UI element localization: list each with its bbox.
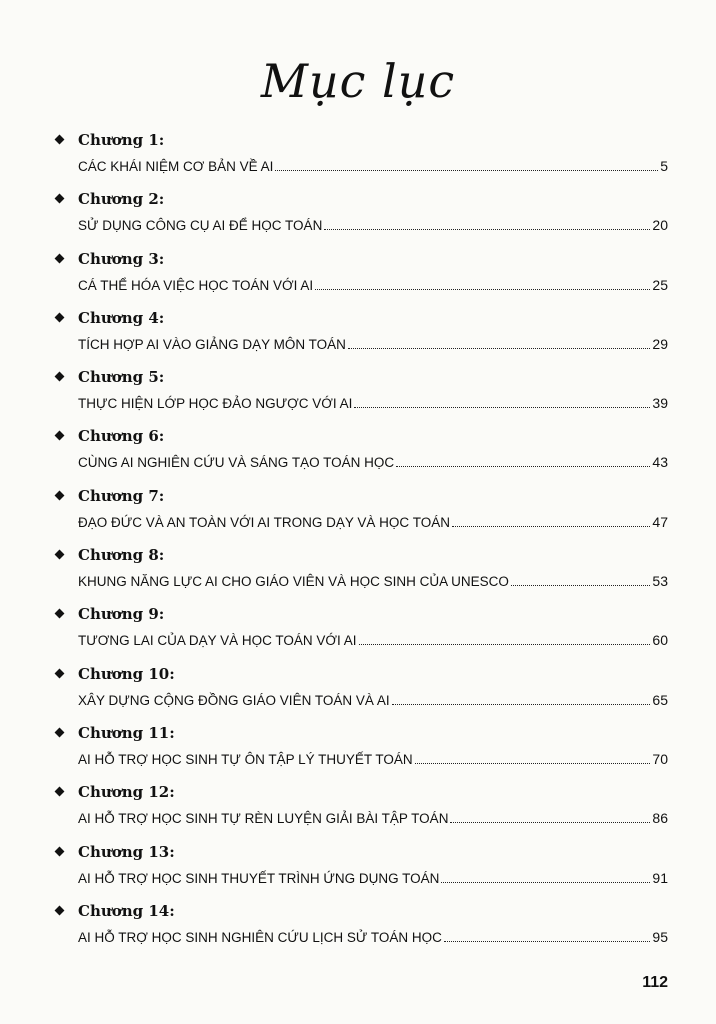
chapter-label: Chương 2: (78, 190, 165, 209)
chapter-label: Chương 9: (78, 605, 165, 624)
dot-leader (324, 228, 650, 230)
diamond-bullet-icon (55, 846, 65, 856)
toc-entry[interactable] (56, 130, 668, 189)
chapter-page-number: 53 (652, 573, 668, 590)
diamond-bullet-icon (55, 312, 65, 322)
chapter-topic: AI HỖ TRỢ HỌC SINH THUYẾT TRÌNH ỨNG DỤNG TOÁN (78, 870, 440, 886)
chapter-topic: ĐẠO ĐỨC VÀ AN TOÀN VỚI AI TRONG DẠY VÀ HỌC TOÁN (78, 514, 450, 530)
toc-line (78, 275, 668, 296)
toc-line (78, 156, 668, 177)
page-number: 112 (642, 974, 668, 991)
diamond-bullet-icon (55, 728, 65, 738)
chapter-label: Chương 11: (78, 723, 175, 742)
dot-leader (452, 525, 650, 527)
toc-entry[interactable] (56, 901, 668, 960)
dot-leader (415, 762, 651, 764)
toc-line (78, 927, 668, 948)
chapter-label: Chương 13: (78, 842, 175, 861)
diamond-bullet-icon (55, 609, 65, 619)
chapter-label: Chương 3: (78, 249, 165, 268)
dot-leader (348, 347, 651, 349)
chapter-topic: THỰC HIỆN LỚP HỌC ĐẢO NGƯỢC VỚI AI (78, 396, 353, 412)
dot-leader (444, 940, 650, 942)
toc-line (78, 868, 668, 889)
toc-entry[interactable] (56, 723, 668, 782)
chapter-topic: AI HỖ TRỢ HỌC SINH TỰ ÔN TẬP LÝ THUYẾT TOÁN (78, 751, 413, 767)
toc-entry[interactable] (56, 545, 668, 604)
diamond-bullet-icon (55, 253, 65, 263)
diamond-bullet-icon (55, 787, 65, 797)
chapter-topic: AI HỖ TRỢ HỌC SINH NGHIÊN CỨU LỊCH SỬ TOÁN HỌC (78, 929, 442, 945)
chapter-label: Chương 12: (78, 783, 175, 802)
chapter-label: Chương 1: (78, 131, 165, 149)
chapter-page-number: 91 (652, 869, 668, 886)
chapter-page-number: 39 (652, 395, 668, 412)
toc-line (78, 808, 668, 829)
chapter-page-number: 20 (652, 217, 668, 234)
table-of-contents (56, 130, 668, 960)
toc-entry[interactable] (56, 189, 668, 248)
toc-line (78, 452, 668, 473)
toc-entry[interactable] (56, 664, 668, 723)
chapter-label: Chương 10: (78, 664, 175, 683)
toc-entry[interactable] (56, 367, 668, 426)
chapter-page-number: 60 (652, 632, 668, 649)
toc-entry[interactable] (56, 486, 668, 545)
chapter-label: Chương 7: (78, 486, 165, 505)
toc-entry[interactable] (56, 604, 668, 663)
dot-leader (315, 288, 650, 290)
chapter-page-number: 70 (652, 750, 668, 767)
chapter-topic: XÂY DỰNG CỘNG ĐỒNG GIÁO VIÊN TOÁN VÀ AI (78, 692, 390, 708)
chapter-page-number: 95 (652, 928, 668, 945)
chapter-label: Chương 6: (78, 427, 165, 446)
chapter-topic: CÁC KHÁI NIỆM CƠ BẢN VỀ AI (78, 159, 274, 174)
chapter-topic: CÙNG AI NGHIÊN CỨU VÀ SÁNG TẠO TOÁN HỌC (78, 455, 395, 471)
toc-line (78, 690, 668, 711)
diamond-bullet-icon (55, 135, 65, 145)
chapter-topic: TƯƠNG LAI CỦA DẠY VÀ HỌC TOÁN VỚI AI (78, 633, 357, 649)
toc-entry[interactable] (56, 842, 668, 901)
chapter-page-number: 47 (652, 513, 668, 530)
chapter-topic: AI HỖ TRỢ HỌC SINH TỰ RÈN LUYỆN GIẢI BÀI TẬP TOÁN (78, 811, 449, 827)
diamond-bullet-icon (55, 194, 65, 204)
toc-entry[interactable] (56, 249, 668, 308)
dot-leader (396, 465, 650, 467)
dot-leader (354, 406, 650, 408)
chapter-page-number: 43 (652, 454, 668, 471)
diamond-bullet-icon (55, 905, 65, 915)
toc-entry[interactable] (56, 782, 668, 841)
chapter-topic: CÁ THỂ HÓA VIỆC HỌC TOÁN VỚI AI (78, 277, 314, 293)
diamond-bullet-icon (55, 372, 65, 382)
dot-leader (359, 643, 651, 645)
chapter-topic: KHUNG NĂNG LỰC AI CHO GIÁO VIÊN VÀ HỌC SINH CỦA UNESCO (78, 574, 509, 590)
chapter-page-number: 5 (660, 158, 668, 174)
dot-leader (511, 584, 651, 586)
dot-leader (392, 703, 651, 705)
chapter-page-number: 29 (652, 335, 668, 352)
toc-line (78, 630, 668, 651)
toc-line (78, 749, 668, 770)
chapter-label: Chương 5: (78, 368, 165, 387)
chapter-page-number: 25 (652, 276, 668, 293)
toc-entry[interactable] (56, 426, 668, 485)
toc-line (78, 334, 668, 355)
diamond-bullet-icon (55, 490, 65, 500)
chapter-page-number: 86 (652, 810, 668, 827)
page-title: Mục lục (260, 54, 456, 108)
chapter-label: Chương 8: (78, 546, 165, 565)
diamond-bullet-icon (55, 668, 65, 678)
toc-line (78, 215, 668, 236)
chapter-topic: TÍCH HỢP AI VÀO GIẢNG DẠY MÔN TOÁN (78, 336, 346, 352)
dot-leader (275, 169, 658, 171)
dot-leader (441, 881, 650, 883)
toc-line (78, 512, 668, 533)
chapter-label: Chương 4: (78, 308, 165, 327)
chapter-topic: SỬ DỤNG CÔNG CỤ AI ĐỂ HỌC TOÁN (78, 218, 323, 234)
chapter-label: Chương 14: (78, 901, 175, 920)
diamond-bullet-icon (55, 431, 65, 441)
diamond-bullet-icon (55, 550, 65, 560)
chapter-page-number: 65 (652, 691, 668, 708)
toc-line (78, 571, 668, 592)
dot-leader (450, 821, 650, 823)
toc-line (78, 393, 668, 414)
toc-entry[interactable] (56, 308, 668, 367)
